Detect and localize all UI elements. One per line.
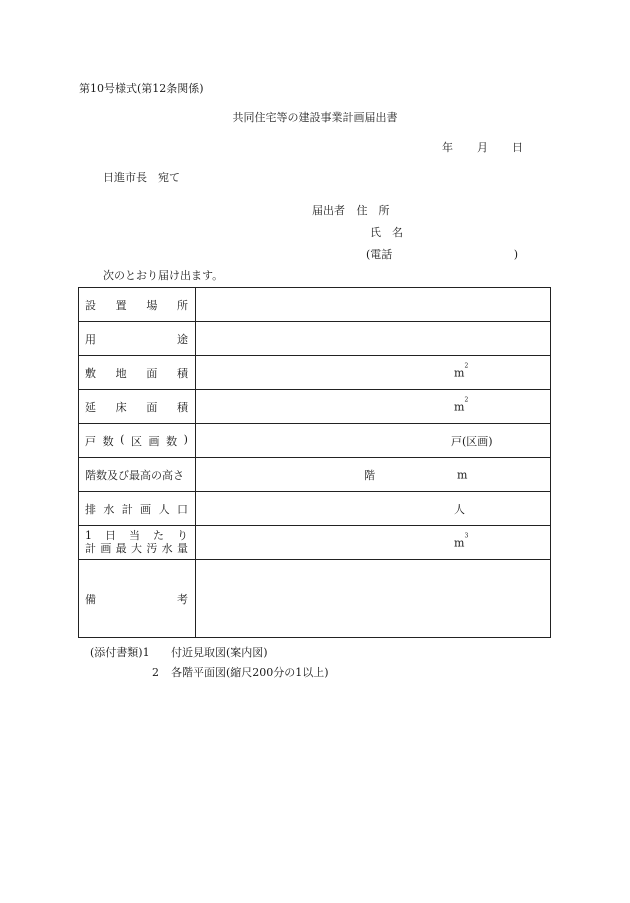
row-label-cell — [79, 390, 196, 424]
notifier-label: 届出者 — [312, 204, 345, 217]
date-day-label: 日 — [512, 141, 523, 154]
table-row — [79, 458, 551, 492]
value-cell-drainage-population[interactable] — [196, 492, 551, 526]
unit-square-meter: $m^2$ — [454, 396, 469, 413]
row-label-cell — [79, 458, 196, 492]
intro-text: 次のとおり届け出ます。 — [103, 269, 224, 282]
row-label: 備 考 — [85, 592, 188, 606]
address-label: 住 所 — [356, 204, 390, 217]
value-cell-site-area[interactable] — [196, 356, 551, 390]
table-row — [79, 356, 551, 390]
row-label-cell — [79, 356, 196, 390]
table-row — [79, 322, 551, 356]
row-label-cell — [79, 424, 196, 458]
unit-cubic-meter: $m^3$ — [454, 532, 469, 549]
row-label-cell — [79, 560, 196, 638]
value-cell-units[interactable] — [196, 424, 551, 458]
row-label-line2: 計 画 最 大 汚 水 量 — [85, 541, 188, 555]
unit-person: 人 — [454, 502, 465, 516]
attachment-item-2-number: 2 — [152, 666, 159, 679]
date-year-label: 年 — [442, 141, 453, 154]
row-label-line1: 1 日 当 た り — [85, 529, 188, 543]
attachments-label: (添付書類)1 — [90, 646, 150, 659]
row-label: 戸 数 ( 区 画 数 ) — [85, 432, 188, 448]
attachment-item-2: 各階平面図(縮尺200分の1以上) — [171, 666, 329, 679]
row-label: 階数及び最高の高さ — [85, 468, 184, 482]
phone-close-paren: ) — [513, 248, 518, 261]
table-row — [79, 526, 551, 560]
value-cell-floor-area[interactable] — [196, 390, 551, 424]
value-cell-use[interactable] — [196, 322, 551, 356]
value-cell-wastewater[interactable] — [196, 526, 551, 560]
name-label: 氏 名 — [370, 226, 403, 239]
table-row — [79, 424, 551, 458]
notifier-address-line — [312, 205, 390, 216]
unit-floor: 階 — [364, 468, 375, 482]
row-label: 延 床 面 積 — [85, 400, 188, 414]
addressee: 日進市長 宛て — [103, 171, 180, 184]
unit-square-meter: $m^2$ — [454, 362, 469, 379]
form-number: 第10号様式(第12条関係) — [79, 82, 204, 95]
phone-label: (電話 — [366, 248, 393, 261]
table-row — [79, 288, 551, 322]
document-title: 共同住宅等の建設事業計画届出書 — [232, 111, 398, 124]
row-label: 設 置 場 所 — [85, 298, 188, 312]
row-label-cell — [79, 288, 196, 322]
table-row — [79, 560, 551, 638]
phone-line — [366, 249, 518, 260]
value-cell-remarks[interactable] — [196, 560, 551, 638]
value-cell-location[interactable] — [196, 288, 551, 322]
row-label-cell — [79, 526, 196, 560]
date-month-label: 月 — [477, 141, 488, 154]
table-row — [79, 390, 551, 424]
unit-meter: m — [457, 468, 468, 481]
row-label-cell — [79, 492, 196, 526]
row-label-cell — [79, 322, 196, 356]
notification-form-table — [78, 287, 551, 638]
attachment-item-1: 付近見取図(案内図) — [171, 646, 268, 659]
row-label: 用 途 — [85, 332, 188, 346]
row-label: 敷 地 面 積 — [85, 366, 188, 380]
unit-dwelling: 戸(区画) — [451, 434, 493, 448]
row-label: 排 水 計 画 人 口 — [85, 502, 188, 516]
table-row — [79, 492, 551, 526]
value-cell-floors-height[interactable] — [196, 458, 551, 492]
